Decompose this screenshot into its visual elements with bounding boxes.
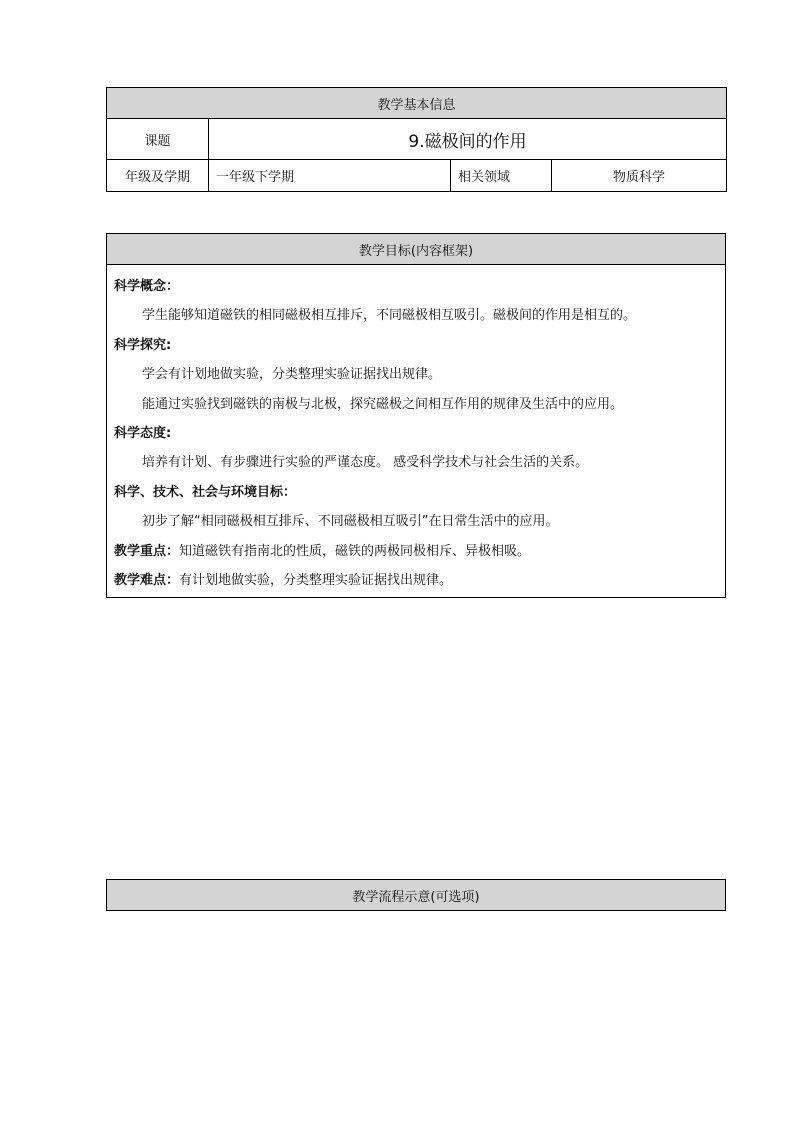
teaching-flow-table: [106, 879, 726, 911]
grade-value: 一年级下学期: [209, 160, 451, 192]
goal-text: 学会有计划地做实验，分类整理实验证据找出规律。: [142, 367, 442, 383]
field-value: 物质科学: [552, 160, 727, 192]
goal-heading-inquiry: 科学探究:: [114, 337, 172, 353]
topic-label: 课题: [107, 119, 209, 160]
key-point-line: [114, 537, 718, 566]
goal-heading-stse: 科学、技术、社会与环境目标：: [114, 484, 297, 500]
key-point-label: 教学重点：: [114, 543, 180, 559]
teaching-flow-header: 教学流程示意(可选项): [107, 880, 726, 911]
key-point-text: 知道磁铁有指南北的性质，磁铁的两极同极相斥、异极相吸。: [179, 543, 531, 559]
field-label: 相关领域: [451, 160, 552, 192]
goal-heading-attitude: 科学态度:: [114, 425, 172, 441]
topic-value: 9.磁极间的作用: [209, 119, 727, 160]
teaching-goals-content: [107, 265, 726, 598]
difficulty-label: 教学难点：: [114, 572, 180, 588]
goal-text: 初步了解“相同磁极相互排斥、不同磁极相互吸引”在日常生活中的应用。: [142, 514, 559, 530]
basic-info-header: 教学基本信息: [107, 88, 727, 119]
goal-text: 能通过实验找到磁铁的南极与北极，探究磁极之间相互作用的规律及生活中的应用。: [142, 396, 624, 412]
difficulty-line: [114, 566, 718, 595]
basic-info-table: [106, 87, 727, 192]
difficulty-text: 有计划地做实验，分类整理实验证据找出规律。: [179, 572, 453, 588]
teaching-goals-table: [106, 233, 726, 598]
goal-text: 培养有计划、有步骤进行实验的严谨态度。 感受科学技术与社会生活的关系。: [142, 455, 589, 471]
goal-heading-concept: 科学概念：: [114, 279, 180, 294]
teaching-goals-header: 教学目标(内容框架): [107, 234, 726, 265]
goal-text: 学生能够知道磁铁的相同磁极相互排斥，不同磁极相互吸引。磁极间的作用是相互的。: [142, 308, 637, 324]
grade-label: 年级及学期: [107, 160, 209, 192]
